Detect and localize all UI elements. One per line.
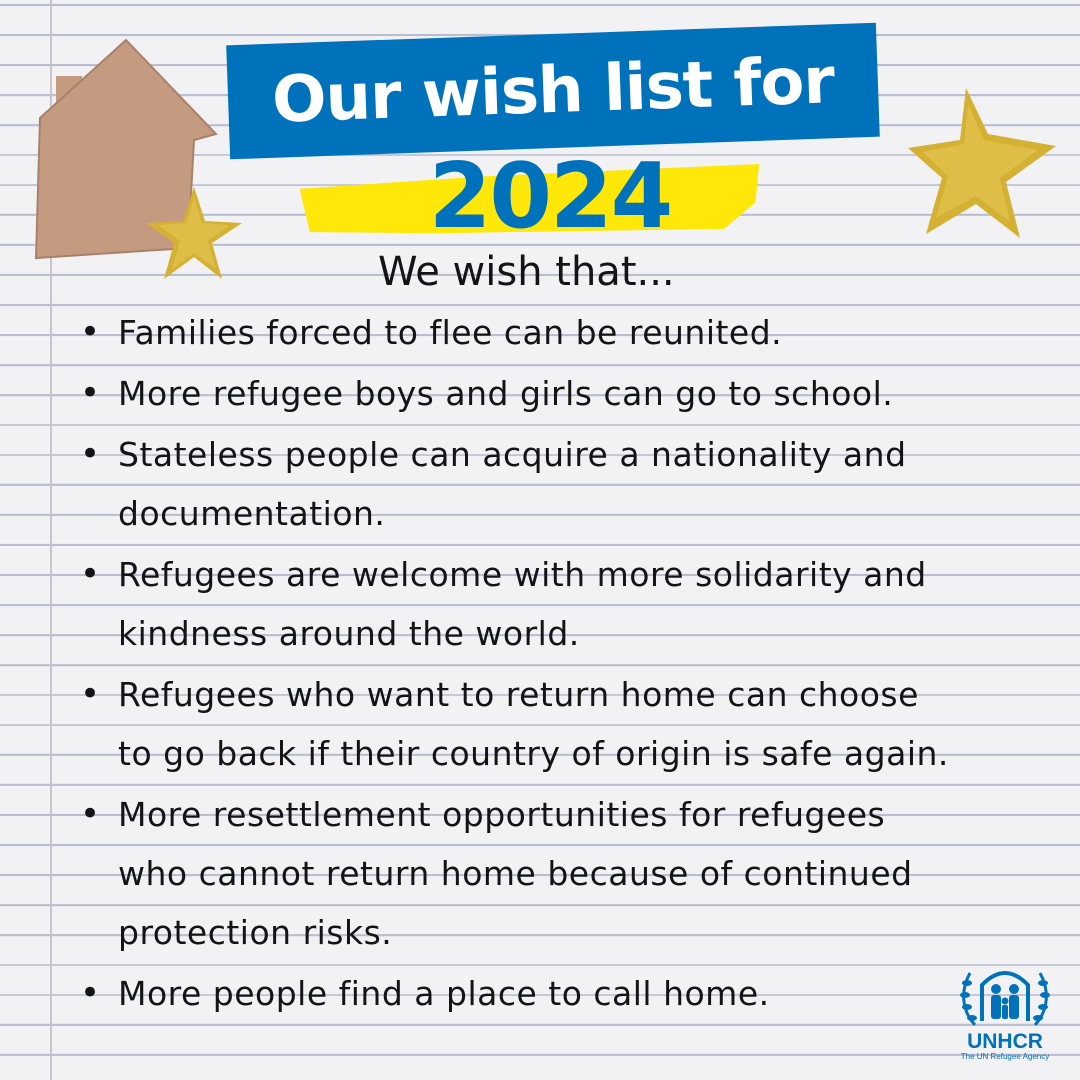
bullet-dot: • bbox=[80, 554, 101, 594]
unhcr-emblem-icon bbox=[950, 955, 1060, 1035]
wish-line: who cannot return home because of continued bbox=[118, 854, 913, 893]
wish-line: documentation. bbox=[118, 494, 386, 533]
page-title: Our wish list for bbox=[270, 44, 836, 138]
wish-line: More refugee boys and girls can go to school. bbox=[118, 374, 894, 413]
wish-item bbox=[80, 425, 1065, 543]
wish-item bbox=[80, 665, 1065, 783]
wish-item bbox=[80, 303, 1065, 362]
wish-line: protection risks. bbox=[118, 913, 393, 952]
wish-line: Refugees are welcome with more solidarity and bbox=[118, 555, 927, 594]
bullet-dot: • bbox=[80, 373, 101, 413]
wish-line: to go back if their country of origin is safe again. bbox=[118, 734, 949, 773]
wish-text bbox=[118, 545, 927, 663]
wish-item bbox=[80, 964, 1065, 1023]
wish-line: Stateless people can acquire a nationality and bbox=[118, 435, 907, 474]
bullet-dot: • bbox=[80, 973, 101, 1013]
bullet-dot: • bbox=[80, 794, 101, 834]
wish-list bbox=[80, 303, 1065, 1025]
wish-line: More resettlement opportunities for refugees bbox=[118, 795, 886, 834]
bullet-dot: • bbox=[80, 312, 101, 352]
wish-line: kindness around the world. bbox=[118, 614, 580, 653]
wish-text bbox=[118, 425, 907, 543]
wish-text bbox=[118, 364, 893, 423]
logo-tagline: The UN Refugee Agency bbox=[960, 1052, 1050, 1061]
logo-name: UNHCR bbox=[967, 1030, 1043, 1053]
wish-text bbox=[118, 665, 949, 783]
wish-text bbox=[118, 964, 770, 1023]
bullet-dot: • bbox=[80, 434, 101, 474]
wish-item bbox=[80, 364, 1065, 423]
gold-star-icon bbox=[904, 86, 1060, 242]
wish-item bbox=[80, 785, 1065, 962]
bullet-dot: • bbox=[80, 674, 101, 714]
intro-text: We wish that... bbox=[378, 249, 675, 295]
wish-item bbox=[80, 545, 1065, 663]
wish-line: Refugees who want to return home can choose bbox=[118, 675, 919, 714]
year-heading: 2024 bbox=[428, 144, 672, 249]
title-banner bbox=[226, 23, 880, 160]
wish-text bbox=[118, 785, 913, 962]
wish-line: Families forced to flee can be reunited. bbox=[118, 313, 783, 352]
wish-text bbox=[118, 303, 782, 362]
gold-star-icon bbox=[142, 183, 246, 283]
wish-line: More people find a place to call home. bbox=[118, 974, 770, 1013]
unhcr-logo bbox=[950, 955, 1060, 1065]
